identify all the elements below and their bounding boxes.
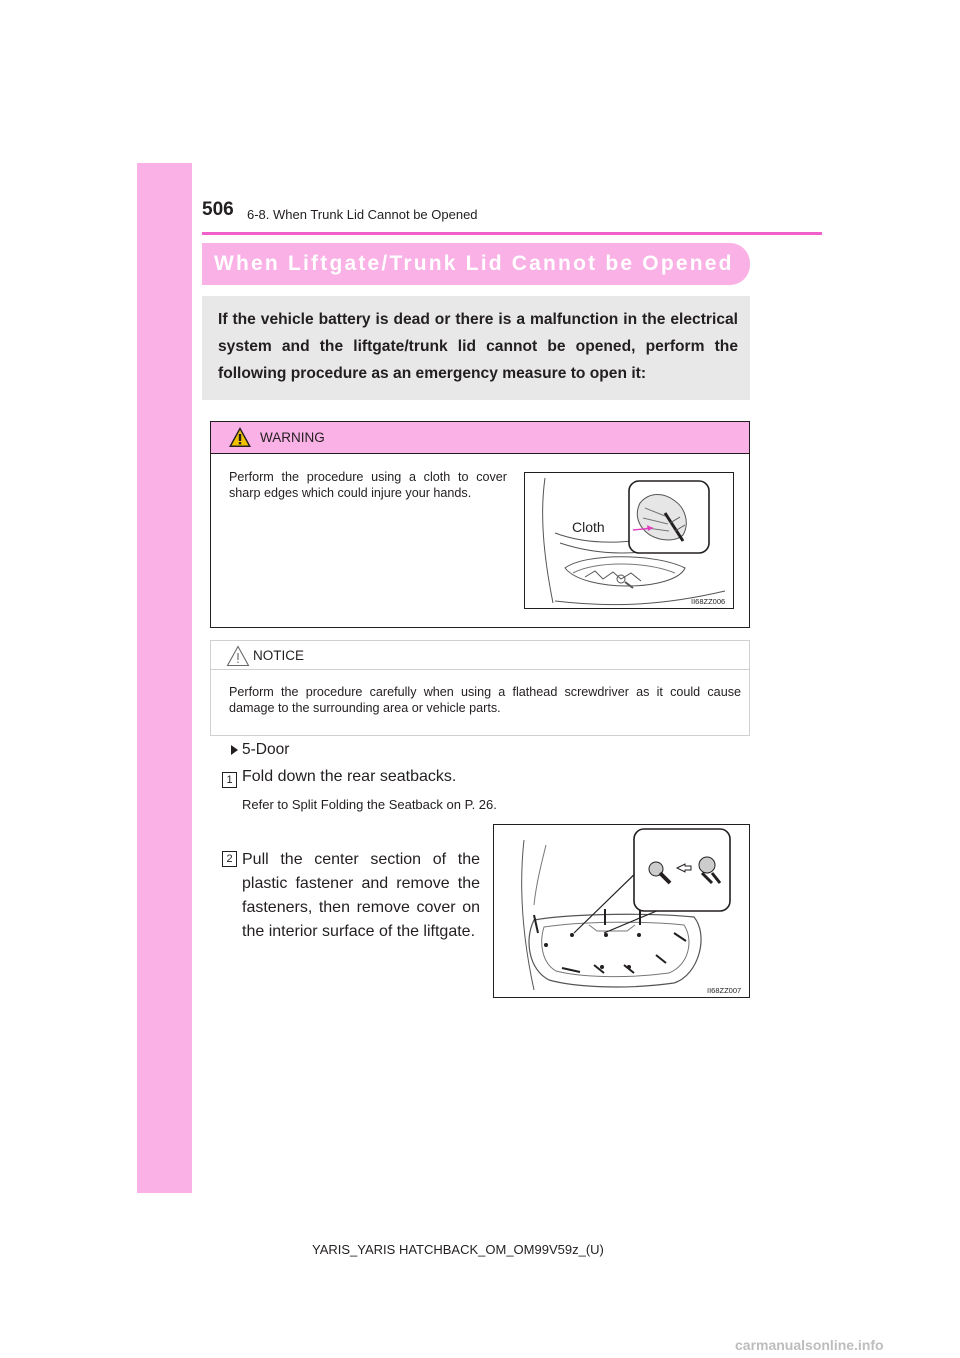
page-number: 506 xyxy=(202,199,234,220)
page-title: When Liftgate/Trunk Lid Cannot be Opened xyxy=(214,252,734,275)
liftgate-figure xyxy=(493,824,750,998)
watermark[interactable]: carmanualsonline.info xyxy=(735,1337,884,1353)
notice-label: NOTICE xyxy=(253,648,305,663)
header-rule xyxy=(202,232,822,235)
warning-text: Perform the procedure using a cloth to cover sharp edges which could injure your hands. xyxy=(229,470,507,500)
cloth-callout: Cloth xyxy=(572,519,605,535)
warning-triangle-icon xyxy=(228,426,252,448)
cloth-figure xyxy=(524,472,734,609)
step-number-2: 2 xyxy=(222,851,237,867)
section-reference: 6-8. When Trunk Lid Cannot be Opened xyxy=(247,207,478,222)
intro-text: If the vehicle battery is dead or there is a malfunction in the electrical system and the liftgate/trunk lid cannot be opened, perform the following procedure as an emergency measure to open it: xyxy=(218,311,738,382)
liftgate-illustration xyxy=(494,825,749,997)
cloth-illustration xyxy=(525,473,733,608)
notice-text: Perform the procedure carefully when using a flathead screwdriver as it could cause damage to the surrounding area or vehicle parts. xyxy=(229,685,741,715)
notice-header xyxy=(211,641,749,670)
intro-box xyxy=(202,296,750,400)
triangle-bullet-icon xyxy=(231,745,238,755)
step-number-1: 1 xyxy=(222,772,237,788)
step-2-text: Pull the center section of the plastic fastener and remove the fasteners, then remove cover on the interior surface of the liftgate. xyxy=(242,851,480,940)
bullet-text: 5-Door xyxy=(242,741,290,758)
figure-id: II68ZZ006 xyxy=(691,597,726,606)
warning-box xyxy=(210,421,750,628)
warning-label: WARNING xyxy=(260,430,325,445)
footer-model-code: YARIS_YARIS HATCHBACK_OM_OM99V59z_(U) xyxy=(312,1242,604,1257)
figure-2-id: II68ZZ007 xyxy=(707,986,742,995)
warning-header xyxy=(211,422,749,454)
step-1-reference: Refer to Split Folding the Seatback on P. 26. xyxy=(242,797,497,812)
notice-box xyxy=(210,640,750,736)
step-1-text: Fold down the rear seatbacks. xyxy=(242,768,457,785)
notice-triangle-icon xyxy=(226,645,250,667)
title-banner xyxy=(202,243,750,285)
side-color-band xyxy=(137,163,192,1193)
